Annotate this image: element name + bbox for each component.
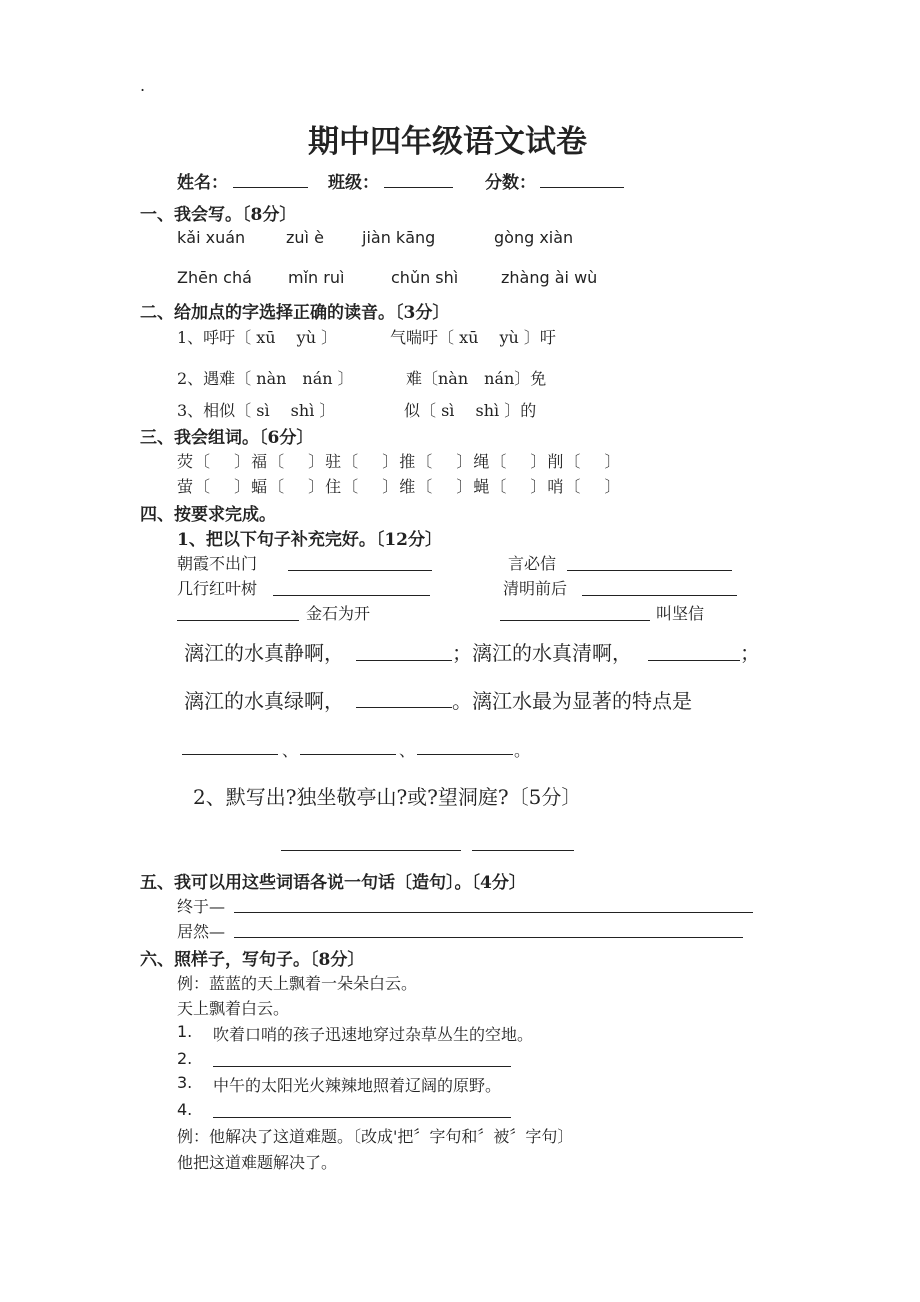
section-2-heading: 二、给加点的字选择正确的读音。〔3分〕 — [140, 303, 450, 323]
item-number: 1. — [177, 1022, 193, 1041]
separator: 。 — [514, 741, 531, 760]
section-4-heading: 四、按要求完成。 — [140, 505, 276, 525]
item-number: 3. — [177, 1073, 193, 1092]
sub-question-1: 1、把以下句子补充完好。〔12分〕 — [177, 530, 442, 550]
answer-line[interactable] — [213, 1066, 511, 1067]
lijiang-text: 漓江的水真静啊， — [184, 641, 344, 665]
answer-line[interactable] — [300, 754, 396, 755]
section-5-heading: 五、我可以用这些词语各说一句话〔造句〕。〔4分〕 — [140, 873, 526, 893]
reading-item: 3、相似〔 sì shì 〕 — [177, 401, 336, 420]
answer-line[interactable] — [234, 912, 753, 913]
item-number: 4. — [177, 1100, 193, 1119]
reading-item: 似〔 sì shì 〕的 — [404, 401, 537, 420]
pinyin-item: zhàng ài wù — [501, 268, 598, 287]
example-text: 他把这道难题解决了。 — [177, 1153, 338, 1172]
pinyin-item: kǎi xuán — [177, 228, 246, 247]
lijiang-text: ；漓江的水真清啊， — [452, 641, 632, 665]
lijiang-text: 。漓江水最为显著的特点是 — [452, 689, 692, 713]
pinyin-item: Zhēn chá — [177, 268, 252, 287]
answer-line[interactable] — [234, 937, 743, 938]
proverb-prompt: 清明前后 — [503, 579, 568, 598]
word-prompt: 居然— — [177, 922, 226, 941]
proverb-prompt: 朝霞不出门 — [177, 554, 258, 573]
proverb-prompt: 叫坚信 — [656, 604, 705, 623]
answer-line[interactable] — [582, 595, 737, 596]
pinyin-item: mǐn ruì — [288, 268, 345, 287]
class-field[interactable] — [384, 187, 453, 188]
answer-line[interactable] — [417, 754, 513, 755]
proverb-prompt: 几行红叶树 — [177, 579, 258, 598]
pinyin-item: jiàn kāng — [362, 228, 436, 247]
section-1-heading: 一、我会写。〔8分〕 — [140, 205, 297, 225]
answer-line[interactable] — [356, 707, 452, 708]
pinyin-item: gòng xiàn — [494, 228, 574, 247]
reading-item: 2、遇难〔 nàn nán 〕 — [177, 369, 354, 388]
answer-line[interactable] — [356, 660, 452, 661]
answer-line[interactable] — [288, 570, 432, 571]
page-title: 期中四年级语文试卷 — [308, 124, 587, 160]
answer-line[interactable] — [213, 1117, 511, 1118]
score-field[interactable] — [540, 187, 624, 188]
answer-line[interactable] — [567, 570, 732, 571]
exercise-text: 吹着口哨的孩子迅速地穿过杂草丛生的空地。 — [213, 1025, 534, 1044]
corner-dot: . — [140, 76, 146, 95]
separator: 、 — [399, 741, 416, 760]
answer-line[interactable] — [648, 660, 740, 661]
answer-line[interactable] — [500, 620, 650, 621]
example-text: 天上飘着白云。 — [177, 999, 290, 1018]
separator: 、 — [282, 741, 299, 760]
reading-item: 气喘吁〔 xū yù 〕吁 — [390, 328, 556, 347]
name-field[interactable] — [233, 187, 308, 188]
proverb-prompt: 言必信 — [508, 554, 557, 573]
item-number: 2. — [177, 1049, 193, 1068]
pinyin-item: chǔn shì — [391, 268, 459, 287]
class-label: 班级： — [328, 173, 379, 193]
answer-line[interactable] — [273, 595, 430, 596]
example-text: 例：蓝蓝的天上飘着一朵朵白云。 — [177, 974, 418, 993]
proverb-prompt: 金石为开 — [306, 604, 371, 623]
name-label: 姓名： — [177, 173, 228, 193]
answer-line[interactable] — [177, 620, 299, 621]
word-group-row: 萤〔 〕蝠〔 〕住〔 〕维〔 〕蝇〔 〕哨〔 〕 — [177, 477, 622, 496]
section-3-heading: 三、我会组词。〔6分〕 — [140, 428, 314, 448]
reading-item: 1、呼吁〔 xū yù 〕 — [177, 328, 338, 347]
answer-line[interactable] — [182, 754, 278, 755]
reading-item: 难〔nàn nán〕免 — [406, 369, 547, 388]
answer-line[interactable] — [281, 850, 461, 851]
section-6-heading: 六、照样子，写句子。〔8分〕 — [140, 950, 365, 970]
example-text: 例：他解决了这道难题。〔改成'把〞字句和〞被〞字句〕 — [177, 1127, 574, 1146]
sub-question-2: 2、默写出?独坐敬亭山?或?望洞庭?〔5分〕 — [193, 785, 582, 809]
exercise-text: 中午的太阳光火辣辣地照着辽阔的原野。 — [213, 1076, 502, 1095]
word-group-row: 荧〔 〕福〔 〕驻〔 〕推〔 〕绳〔 〕削〔 〕 — [177, 452, 622, 471]
lijiang-text: ； — [740, 641, 760, 665]
word-prompt: 终于— — [177, 897, 226, 916]
pinyin-item: zuì è — [286, 228, 324, 247]
score-label: 分数： — [485, 173, 536, 193]
answer-line[interactable] — [472, 850, 574, 851]
lijiang-text: 漓江的水真绿啊， — [184, 689, 344, 713]
